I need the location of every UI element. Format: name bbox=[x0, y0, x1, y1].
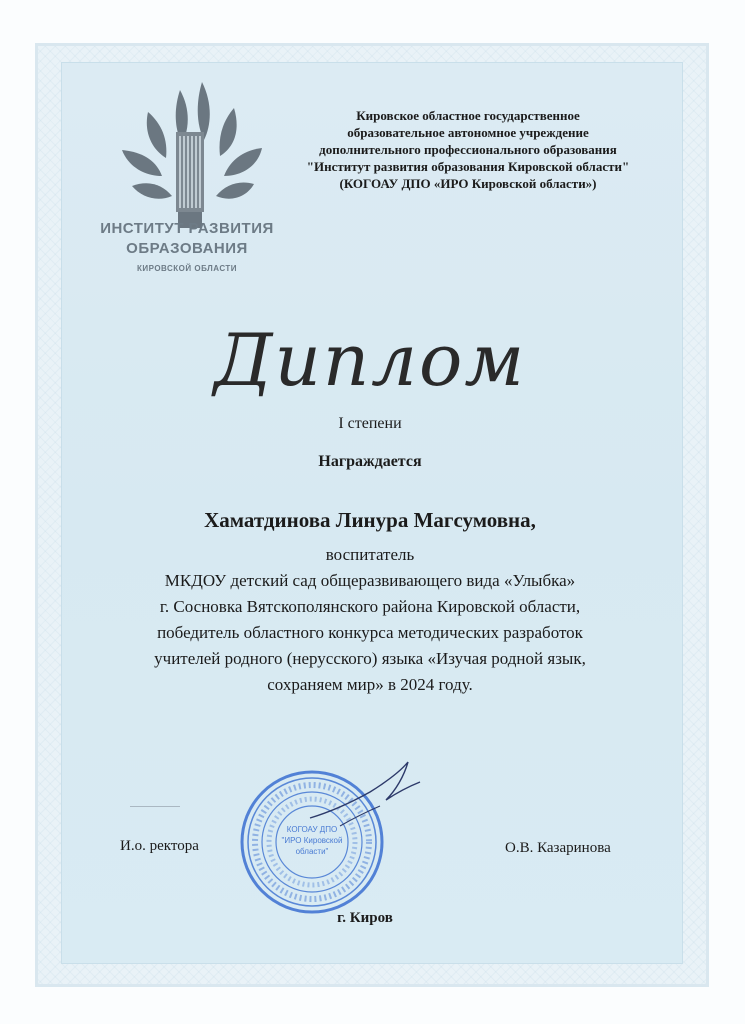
diploma-degree: I степени bbox=[338, 415, 402, 432]
signatory-name: О.В. Казаринова bbox=[505, 840, 611, 856]
description-line: воспитатель bbox=[325, 545, 415, 564]
handwritten-signature-icon bbox=[300, 756, 430, 836]
awarded-label: Награждается bbox=[318, 453, 422, 470]
organization-header bbox=[278, 107, 658, 192]
description-line: г. Сосновка Вятскополянского района Кировской области, bbox=[159, 597, 581, 616]
institute-name-line1: ИНСТИТУТ РАЗВИТИЯ bbox=[100, 220, 274, 237]
description-line: сохраняем мир» в 2024 году. bbox=[267, 675, 473, 694]
organization-line: (КОГОАУ ДПО «ИРО Кировской области») bbox=[339, 176, 597, 191]
stamp-text: области" bbox=[295, 847, 329, 856]
stamp-text: "ИРО Кировской bbox=[281, 836, 343, 845]
institute-region: КИРОВСКОЙ ОБЛАСТИ bbox=[136, 264, 238, 273]
award-description bbox=[90, 542, 650, 698]
description-line: победитель областного конкурса методических разработок bbox=[157, 623, 583, 642]
organization-line: Кировское областное государственное bbox=[356, 108, 580, 123]
organization-line: дополнительного профессионального образования bbox=[319, 142, 617, 157]
signature-underline bbox=[130, 806, 180, 807]
diploma-title: Диплом bbox=[213, 318, 527, 402]
description-line: учителей родного (нерусского) языка «Изучая родной язык, bbox=[154, 649, 586, 668]
organization-line: образовательное автономное учреждение bbox=[347, 125, 589, 140]
organization-line: "Институт развития образования Кировской области" bbox=[306, 159, 630, 174]
signatory-position: И.о. ректора bbox=[120, 838, 199, 854]
stamp-text: КОГОАУ ДПО bbox=[286, 825, 338, 834]
institute-name-line2: ОБРАЗОВАНИЯ bbox=[126, 240, 248, 257]
recipient-name: Хаматдинова Линура Магсумовна, bbox=[204, 508, 536, 532]
city-label: г. Киров bbox=[337, 910, 393, 926]
description-line: МКДОУ детский сад общеразвивающего вида «Улыбка» bbox=[164, 571, 576, 590]
